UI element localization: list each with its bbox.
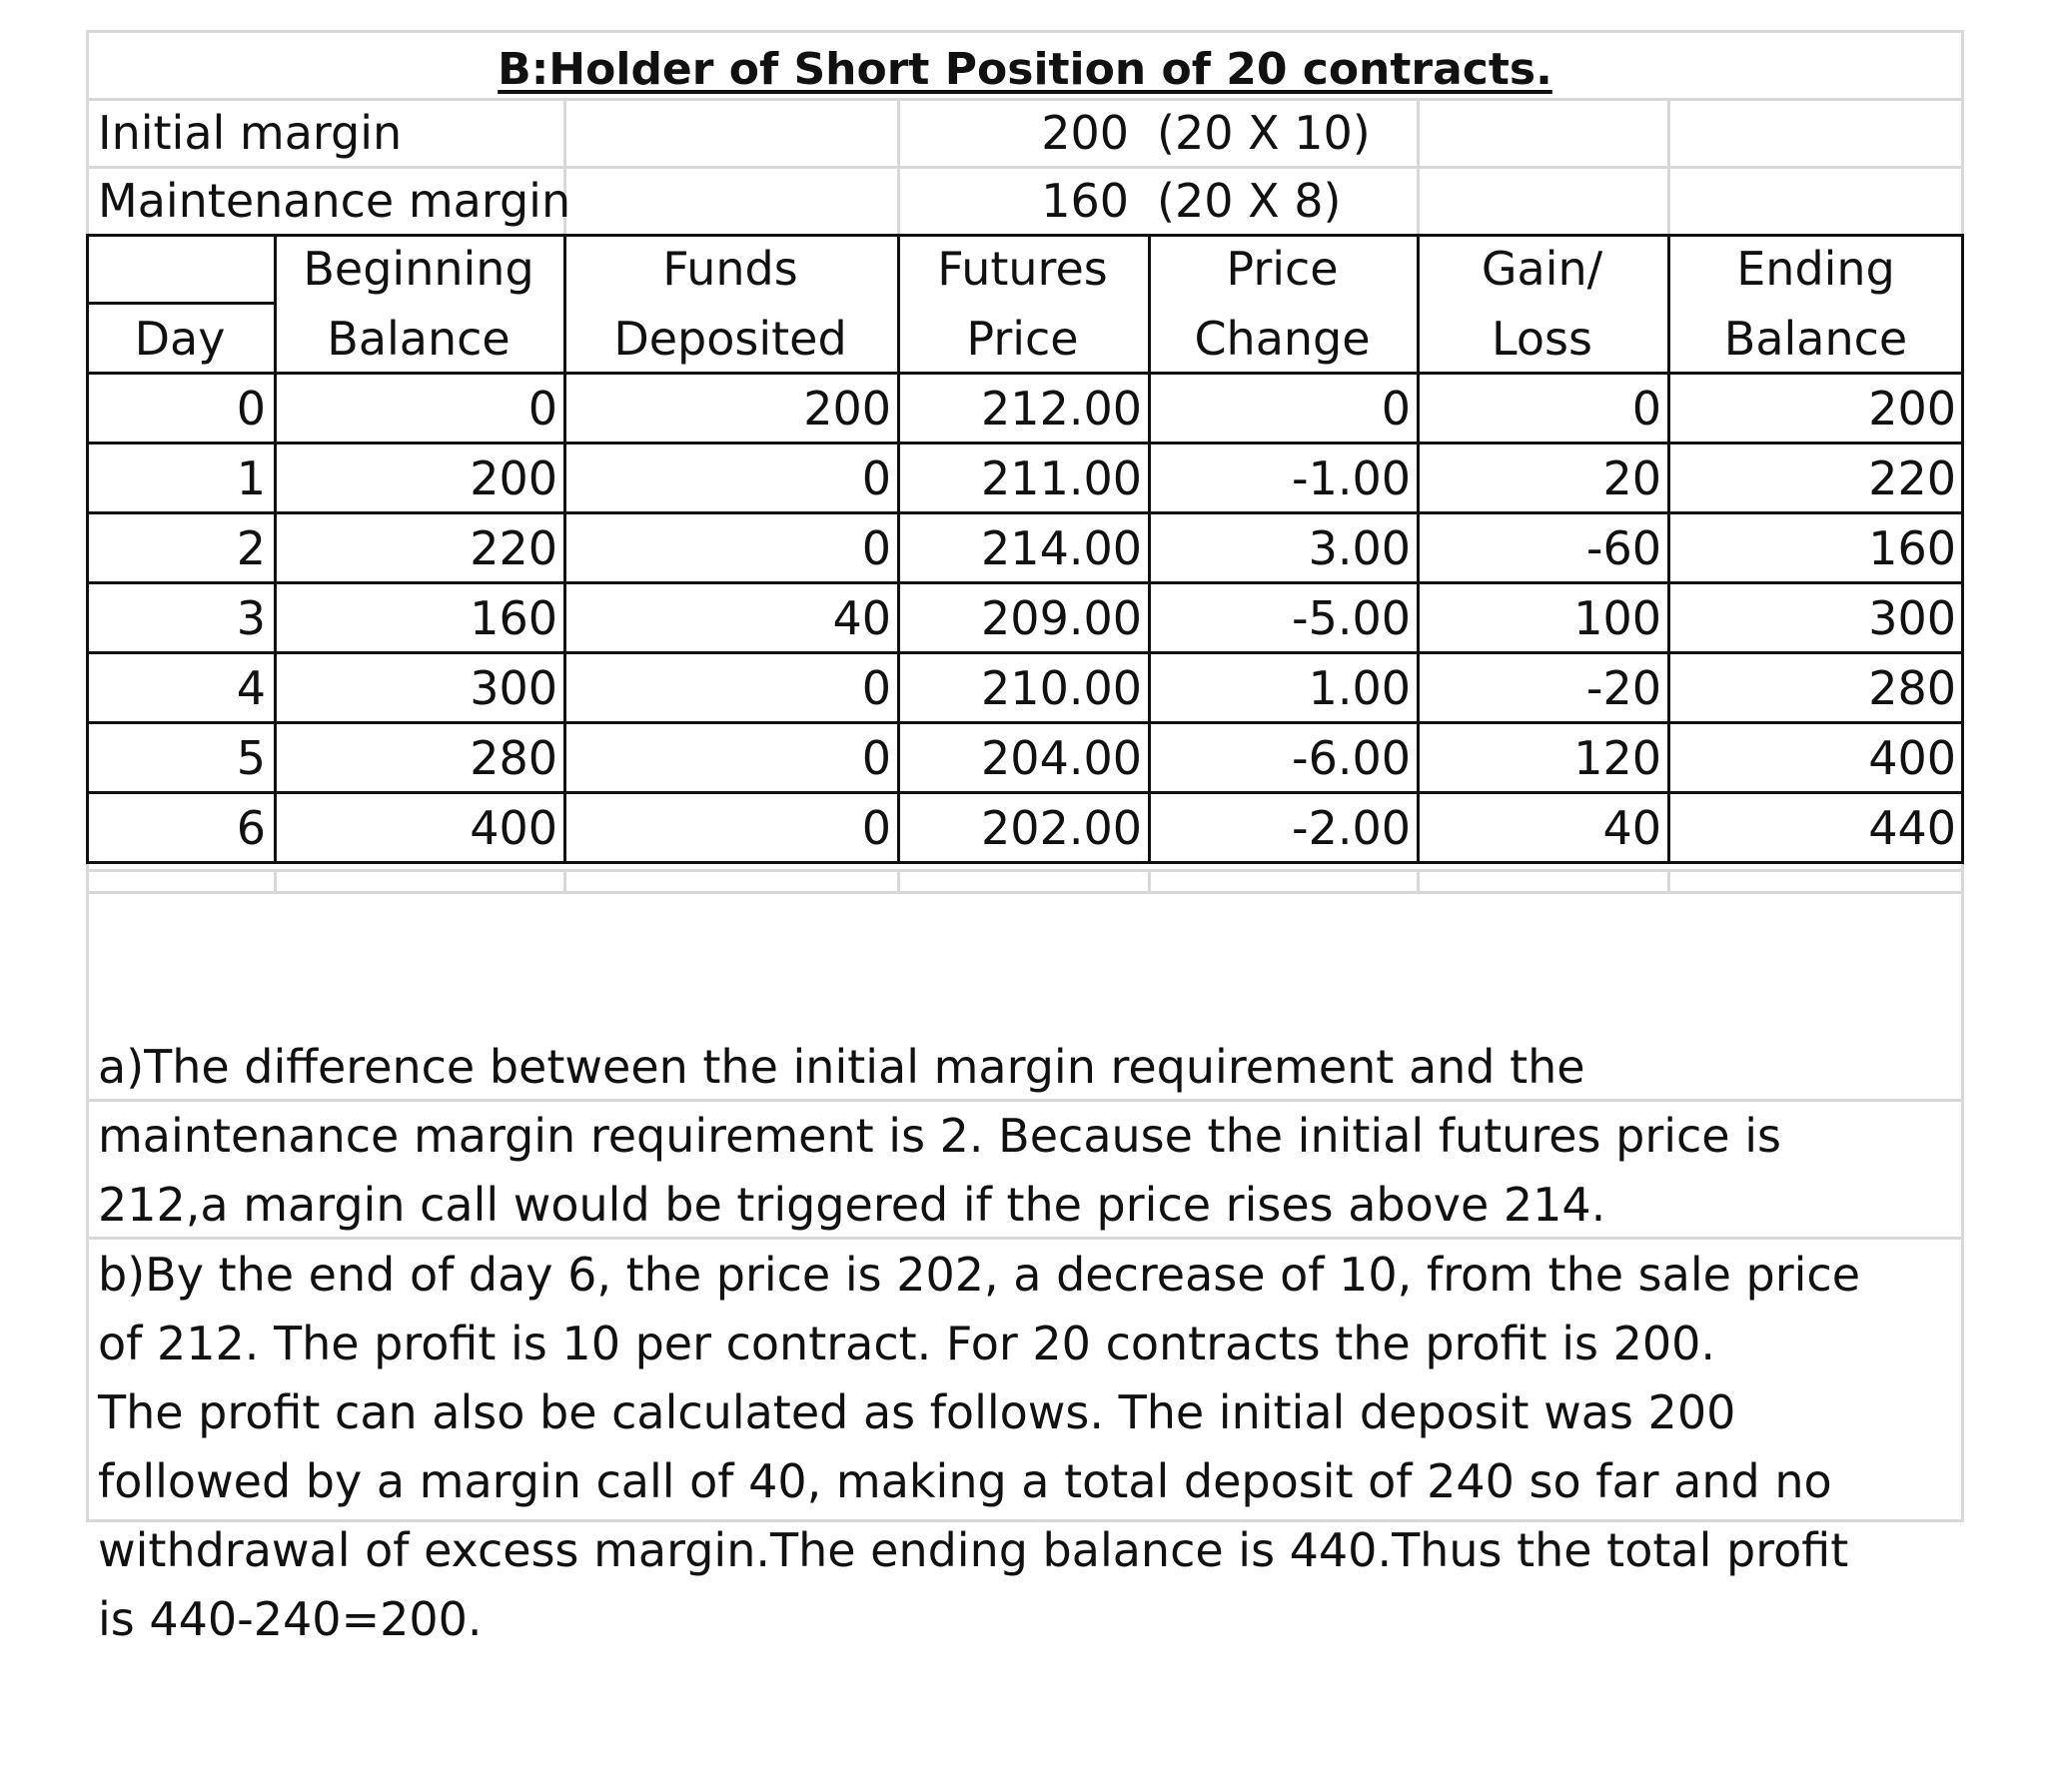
answer-c-line: followed by a margin call of 40, making a total deposit of 240 so far and no <box>98 1454 1832 1508</box>
answer-a-line: maintenance margin requirement is 2. Because the initial futures price is <box>98 1109 1781 1163</box>
header-change: Change <box>1194 312 1371 366</box>
answer-b-line: of 212. The profit is 10 per contract. For 20 contracts the profit is 200. <box>98 1317 1715 1370</box>
answer-c-line: withdrawal of excess margin.The ending balance is 440.Thus the total profit <box>98 1523 1849 1577</box>
maintenance-margin-note: (20 X 8) <box>1157 174 1342 228</box>
table-cell: -5.00 <box>1291 591 1411 645</box>
header-price: Price <box>1226 242 1339 296</box>
answer-c-line: The profit can also be calculated as follows. The initial deposit was 200 <box>98 1385 1736 1439</box>
initial-margin-label: Initial margin <box>98 106 403 160</box>
table-cell: 204.00 <box>981 731 1142 785</box>
table-cell: 0 <box>236 382 266 436</box>
table-cell: 0 <box>861 661 891 715</box>
table-cell: 200 <box>803 382 891 436</box>
table-cell: 40 <box>1602 801 1661 855</box>
table-cell: 0 <box>861 731 891 785</box>
table-cell: 220 <box>1868 451 1956 505</box>
table-cell: 200 <box>470 451 557 505</box>
table-cell: -60 <box>1585 521 1661 575</box>
header-futures: Futures <box>937 242 1108 296</box>
spreadsheet <box>86 30 1964 1646</box>
table-cell: 202.00 <box>981 801 1142 855</box>
header-price-2: Price <box>966 312 1079 366</box>
table-cell: -20 <box>1585 661 1661 715</box>
header-funds: Funds <box>662 242 798 296</box>
table-cell: 0 <box>861 451 891 505</box>
table-cell: 120 <box>1573 731 1661 785</box>
table-cell: 211.00 <box>981 451 1142 505</box>
table-cell: 212.00 <box>981 382 1142 436</box>
table-cell: 2 <box>236 521 266 575</box>
table-cell: 3.00 <box>1308 521 1411 575</box>
table-cell: 0 <box>1631 382 1661 436</box>
answer-c-line: is 440-240=200. <box>98 1592 483 1646</box>
table-cell: 3 <box>236 591 266 645</box>
header-beginning: Beginning <box>303 242 534 296</box>
table-cell: 210.00 <box>981 661 1142 715</box>
header-day: Day <box>134 312 226 366</box>
table-cell: 280 <box>470 731 557 785</box>
sheet-title: B:Holder of Short Position of 20 contracts. <box>498 44 1552 95</box>
table-cell: 4 <box>236 661 266 715</box>
answer-a-line: a)The difference between the initial margin requirement and the <box>98 1040 1585 1094</box>
table-cell: 0 <box>1381 382 1411 436</box>
table-cell: 300 <box>1868 591 1956 645</box>
table-cell: 20 <box>1602 451 1661 505</box>
table-cell: 40 <box>832 591 891 645</box>
table-cell: 214.00 <box>981 521 1142 575</box>
table-cell: 5 <box>236 731 266 785</box>
table-cell: 100 <box>1573 591 1661 645</box>
maintenance-margin-value: 160 <box>1041 174 1129 228</box>
table-cell: 160 <box>1868 521 1956 575</box>
answer-a-line: 212,a margin call would be triggered if the price rises above 214. <box>98 1178 1606 1232</box>
table-cell: 440 <box>1868 801 1956 855</box>
table-cell: 160 <box>470 591 557 645</box>
table-cell: -1.00 <box>1291 451 1411 505</box>
table-cell: 220 <box>470 521 557 575</box>
header-ending-balance: Balance <box>1723 312 1908 366</box>
header-ending: Ending <box>1736 242 1895 296</box>
table-cell: -6.00 <box>1291 731 1411 785</box>
initial-margin-value: 200 <box>1041 106 1129 160</box>
table-cell: 1.00 <box>1308 661 1411 715</box>
table-cell: 200 <box>1868 382 1956 436</box>
table-cell: 6 <box>236 801 266 855</box>
table-cell: 0 <box>527 382 557 436</box>
maintenance-margin-label: Maintenance margin <box>98 174 571 228</box>
table-cell: 300 <box>470 661 557 715</box>
initial-margin-note: (20 X 10) <box>1157 106 1371 160</box>
table-cell: 0 <box>861 521 891 575</box>
table-cell: 400 <box>470 801 557 855</box>
table-cell: 280 <box>1868 661 1956 715</box>
table-cell: -2.00 <box>1291 801 1411 855</box>
header-gain: Gain/ <box>1481 242 1603 296</box>
header-balance: Balance <box>327 312 511 366</box>
table-cell: 209.00 <box>981 591 1142 645</box>
header-loss: Loss <box>1492 312 1592 366</box>
table-cell: 1 <box>236 451 266 505</box>
table-cell: 0 <box>861 801 891 855</box>
answer-c <box>98 1241 1956 1792</box>
header-deposited: Deposited <box>613 312 847 366</box>
table-cell: 400 <box>1868 731 1956 785</box>
answer-b-line: b)By the end of day 6, the price is 202, a decrease of 10, from the sale price <box>98 1248 1861 1302</box>
